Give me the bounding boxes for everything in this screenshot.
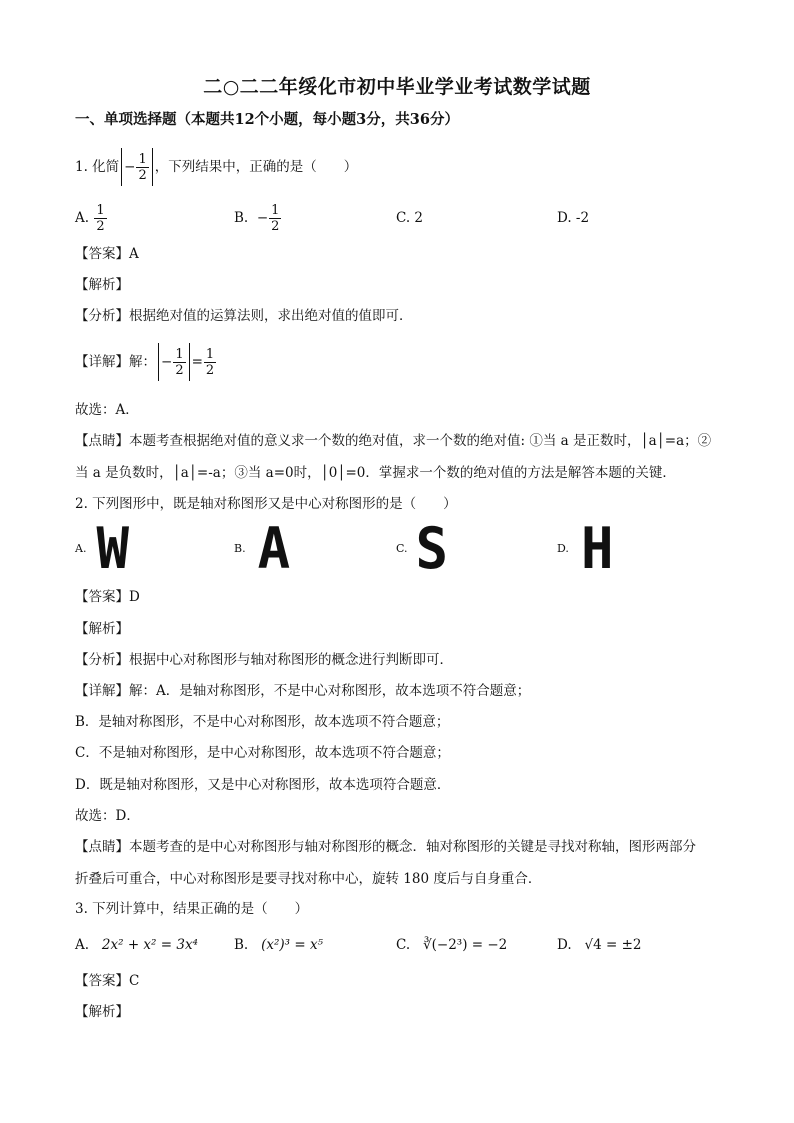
q3-jiexi: 【解析】 [75,1004,129,1020]
q2-choose: 故选：D． [75,808,140,824]
q3-opt-b-expr: (x²)³ = x⁵ [261,937,323,953]
q3-option-a [75,936,198,954]
q3-opt-d-expr: √4 = ±2 [584,937,642,953]
q2-option-a [75,515,129,582]
q2-stem: 2. 下列图形中，既是轴对称图形又是中心对称图形的是（ ） [75,496,457,512]
q1-dianjing-line2: 当 a 是负数时，│a│=-a；③当 a=0时，│0│=0．掌握求一个数的绝对值的方法是解答本题的关键． [75,465,676,481]
letter-s-figure: S [415,515,449,582]
q2-opt-d-label: D. [557,542,569,555]
page-title: 二○二二年绥化市初中毕业学业考试数学试题 [203,76,591,98]
q2-dianjing-line2: 折叠后可重合，中心对称图形是要寻找对称中心，旋转 180 度后与自身重合． [75,871,542,887]
q3-option-d [557,936,642,954]
q1-answer: 【答案】A [75,246,139,262]
q1-detail-result [204,347,216,378]
q2-option-c [396,515,449,582]
q1-opt-b-frac [269,203,281,234]
q3-opt-c-expr: ∛(−2³) = −2 [423,937,508,953]
q2-answer: 【答案】D [75,589,140,605]
q3-opt-c-label: C. [396,937,411,953]
q1-opt-b-den: 2 [271,218,280,234]
q2-line-b: B．是轴对称图形，不是中心对称图形，故本选项不符合题意； [75,714,450,730]
q1-opt-b-label: B. [234,210,249,226]
q3-opt-d-label: D. [557,937,572,953]
q1-opt-a-den: 2 [96,218,105,234]
q2-option-d [557,515,614,582]
q1-fraction [136,152,148,183]
q1-detail-eq: = [191,354,203,370]
letter-a-figure: A [257,515,291,582]
q1-stem-suffix: ，下列结果中，正确的是（ ） [154,159,358,175]
q2-opt-b-label: B. [234,542,246,555]
q3-opt-b-label: B. [234,937,249,953]
q1-stem [75,148,357,186]
abs-bar-left [158,343,159,381]
q1-option-a [75,200,108,236]
abs-bar-left [121,148,122,186]
abs-bar-right [189,343,190,381]
q3-answer: 【答案】C [75,973,140,989]
q3-opt-a-expr: 2x² + x² = 3x⁴ [101,937,198,953]
q1-frac-den: 2 [138,167,147,183]
q2-opt-a-label: A. [75,542,87,555]
q3-option-b [234,936,323,954]
q2-option-b [234,515,291,582]
q1-fenxi: 【分析】根据绝对值的运算法则，求出绝对值的值即可． [75,308,413,324]
q2-detail: 【详解】解：A．是轴对称图形，不是中心对称图形，故本选项不符合题意； [75,683,531,699]
q1-opt-a-label: A. [75,210,90,226]
q1-jiexi: 【解析】 [75,277,129,293]
q1-detail-rden: 2 [205,362,215,378]
q2-dianjing-line1: 【点睛】本题考查的是中心对称图形与轴对称图形的概念．轴对称图形的关键是寻找对称轴，图形两部分 [75,839,696,855]
q1-detail-frac [173,347,185,378]
abs-bar-right [152,148,153,186]
q1-detail-rnum: 1 [205,346,215,362]
q1-opt-b-minus: − [256,210,269,226]
q1-minus: − [124,159,136,175]
q1-dianjing-line1: 【点睛】本题考查根据绝对值的意义求一个数的绝对值，求一个数的绝对值: ①当 a 是正数时，│a│=a；② [75,433,712,449]
q3-stem: 3. 下列计算中，结果正确的是（ ） [75,901,309,917]
section-heading: 一、单项选择题（本题共12个小题，每小题3分，共36分） [75,111,459,128]
q1-option-c: C. 2 [396,210,424,226]
q1-opt-b-num: 1 [271,202,280,218]
q1-option-b [234,200,282,236]
q1-opt-a-num: 1 [96,202,105,218]
q1-choose: 故选：A． [75,402,139,418]
q1-option-d: D. -2 [557,210,590,226]
q3-option-c [396,936,507,954]
q1-frac-num: 1 [138,151,147,167]
letter-h-figure: H [580,515,614,582]
q1-detail-den: 2 [175,362,184,378]
q2-fenxi: 【分析】根据中心对称图形与轴对称图形的概念进行判断即可． [75,652,453,668]
q1-opt-a-frac [94,203,106,234]
q1-detail-num: 1 [175,346,184,362]
letter-w-figure: W [96,515,129,582]
q1-stem-prefix: 1. 化简 [75,159,120,175]
q1-detail [75,343,217,381]
q2-line-d: D．既是轴对称图形，又是中心对称图形，故本选项符合题意． [75,777,451,793]
q1-detail-minus: − [161,354,173,370]
q1-detail-prefix: 【详解】解： [75,354,156,370]
q2-jiexi: 【解析】 [75,621,129,637]
q2-line-c: C．不是轴对称图形，是中心对称图形，故本选项不符合题意； [75,745,450,761]
q2-opt-c-label: C. [396,542,408,555]
q3-opt-a-label: A. [75,937,90,953]
